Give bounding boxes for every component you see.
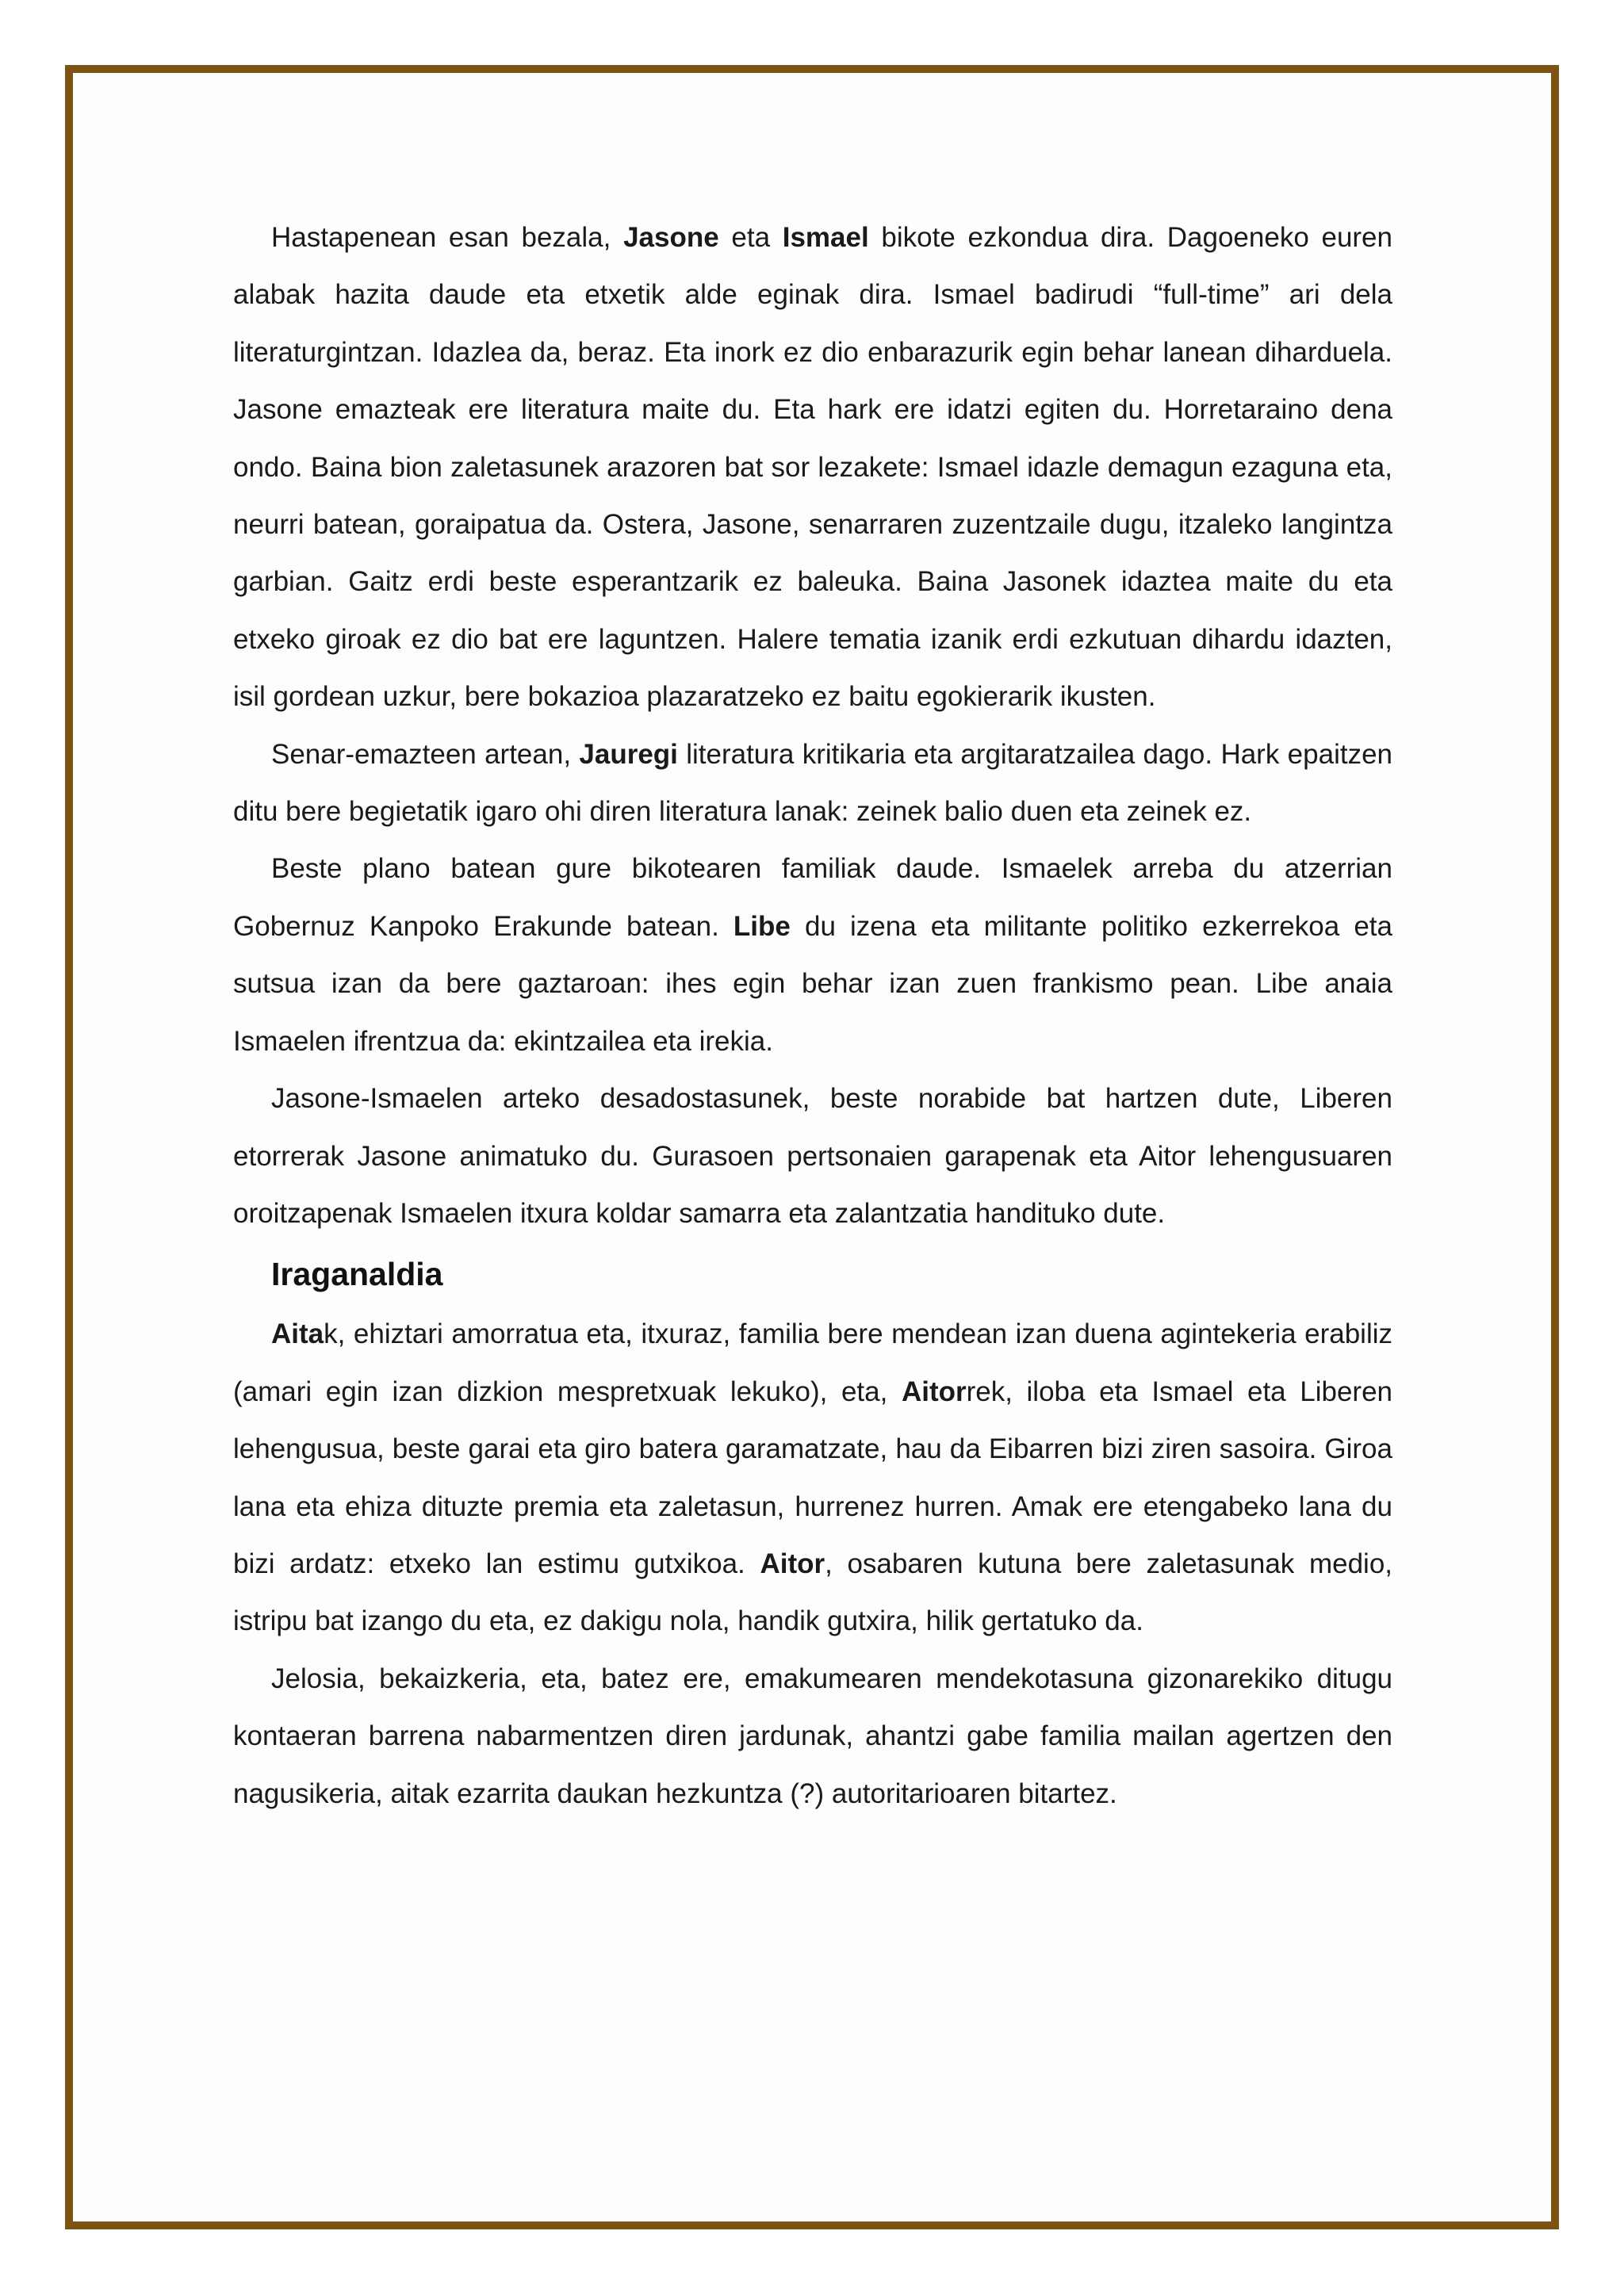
text-run: Jasone-Ismaelen arteko desadostasunek, beste norabide bat hartzen dute, Liberen etorrerak Jasone animatuko du. Gurasoen pertsonaien garapenak eta Aitor lehengusuaren oroitzapenak Ismaelen itxura koldar samarra eta zalantzatia handituko dute. [233, 1083, 1392, 1229]
character-name-libe: Libe [733, 910, 791, 942]
text-run: Senar-emazteen artean, [271, 738, 580, 770]
text-run: Beste plano batean gure bikotearen familiak daude. Ismaelek arreba du atzerrian Gobernuz Kanpoko Erakunde batean. [233, 853, 1392, 942]
text-run: du izena eta militante politiko ezkerrekoa eta sutsua izan da bere gaztaroan: ihes egin behar izan zuen frankismo pean. Libe anaia Ismaelen ifrentzua da: ekintzailea eta irekia. [233, 910, 1392, 1057]
paragraph-libe [233, 840, 1392, 1070]
text-run: Hastapenean esan bezala, [271, 222, 624, 253]
paragraph-aita-aitor [233, 1306, 1392, 1650]
character-name-jasone: Jasone [623, 222, 719, 253]
text-run: k, ehiztari amorratua eta, itxuraz, familia bere mendean izan duena agintekeria erabiliz (amari egin izan dizkion mespretxuak lekuko), eta, [233, 1318, 1392, 1407]
paragraph-jauregi [233, 726, 1392, 841]
text-run: bikote ezkondua dira. Dagoeneko euren alabak hazita daude eta etxetik alde eginak dira. Ismael badirudi “full-time” ari dela literaturgintzan. Idazlea da, beraz. Eta inork ez dio enbarazurik egin behar lanean diharduela. Jasone emazteak ere literatura maite du. Eta hark ere idatzi egiten du. Horretaraino dena ondo. Baina bion zaletasunek arazoren bat sor lezakete: Ismael idazle demagun ezaguna eta, neurri batean, goraipatua da. Ostera, Jasone, senarraren zuzentzaile dugu, itzaleko langintza garbian. Gaitz erdi beste esperantzarik ez baleuka. Baina Jasonek idaztea maite du eta etxeko giroak ez dio bat ere laguntzen. Halere tematia izanik erdi ezkutuan dihardu idazten, isil gordean uzkur, bere bokazioa plazaratzeko ez baitu egokierarik ikusten. [233, 222, 1392, 713]
character-name-aita: Aita [271, 1318, 324, 1350]
text-run: rek, iloba eta Ismael eta Liberen lehengusua, beste garai eta giro batera garamatzate, hau da Eibarren bizi ziren sasoira. Giroa lana eta ehiza dituzte premia eta zaletasun, hurrenez hurren. Amak ere etengabeko lana du bizi ardatz: etxeko lan estimu gutxikoa. [233, 1376, 1392, 1579]
text-run: , osabaren kutuna bere zaletasunak medio, istripu bat izango du eta, ez dakigu nola, handik gutxira, hilik gertatuko da. [233, 1548, 1393, 1637]
character-name-aitor: Aitor [760, 1548, 825, 1579]
paragraph-intro [233, 209, 1392, 726]
text-run: Jelosia, bekaizkeria, eta, batez ere, emakumearen mendekotasuna gizonarekiko ditugu kontaeran barrena nabarmentzen diren jardunak, ahantzi gabe familia mailan agertzen den nagusikeria, aitak ezarrita daukan hezkuntza (?) autoritarioaren bitartez. [233, 1663, 1392, 1809]
paragraph-themes [233, 1651, 1392, 1823]
paragraph-disagreements [233, 1070, 1392, 1242]
character-name-jauregi: Jauregi [579, 738, 678, 770]
text-run: literatura kritikaria eta argitaratzailea dago. Hark epaitzen ditu bere begietatik igaro ohi diren literatura lanak: zeinek balio duen eta zeinek ez. [233, 738, 1392, 828]
text-run: eta [718, 222, 783, 253]
document-body [233, 209, 1392, 1823]
character-name-ismael: Ismael [782, 222, 869, 253]
section-heading: Iraganaldia [271, 1256, 443, 1293]
character-name-aitor: Aitor [901, 1376, 967, 1407]
